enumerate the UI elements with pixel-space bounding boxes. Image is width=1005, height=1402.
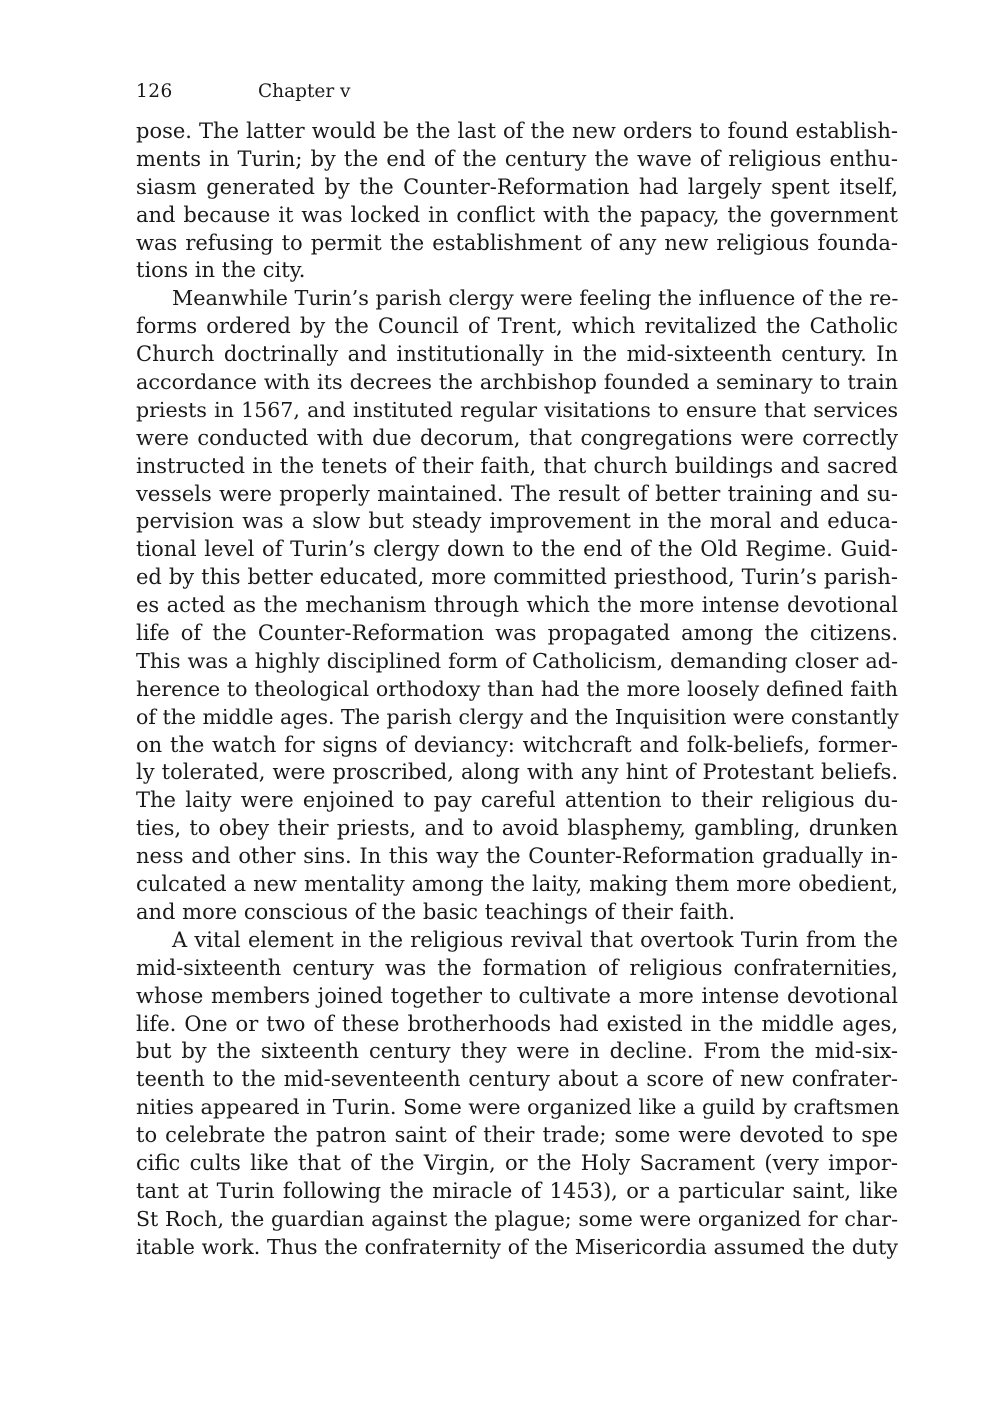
text-line: and more conscious of the basic teachings of their faith. xyxy=(136,899,736,924)
text-line: cific cults like that of the Virgin, or the Holy Sacrament (very impor- xyxy=(136,1150,898,1175)
text-line: es acted as the mechanism through which the more intense devotional xyxy=(136,593,898,618)
text-line: but by the sixteenth century they were in decline. From the mid-six- xyxy=(136,1039,898,1064)
text-line: was refusing to permit the establishment of any new religious founda- xyxy=(136,230,898,255)
text-line: siasm generated by the Counter-Reformation had largely spent itself, xyxy=(136,174,898,199)
book-page xyxy=(136,78,898,1262)
text-line: vessels were properly maintained. The result of better training and su- xyxy=(136,481,898,506)
text-line: The laity were enjoined to pay careful attention to their religious du- xyxy=(136,788,898,813)
text-line: life of the Counter-Reformation was propagated among the citizens. xyxy=(136,621,898,646)
text-line: ed by this better educated, more committed priesthood, Turin’s parish- xyxy=(136,565,898,590)
text-line: This was a highly disciplined form of Catholicism, demanding closer ad- xyxy=(136,648,898,673)
body-text xyxy=(136,118,898,1262)
text-line: nities appeared in Turin. Some were organized like a guild by craftsmen xyxy=(136,1095,900,1120)
text-line: ness and other sins. In this way the Counter-Reformation gradually in- xyxy=(136,844,898,869)
text-line: forms ordered by the Council of Trent, which revitalized the Catholic xyxy=(136,314,898,339)
text-line: tional level of Turin’s clergy down to the end of the Old Regime. Guid- xyxy=(136,537,898,562)
text-line: priests in 1567, and instituted regular visitations to ensure that services xyxy=(136,397,898,422)
text-line: accordance with its decrees the archbishop founded a seminary to train xyxy=(136,370,898,395)
text-line: were conducted with due decorum, that congregations were correctly xyxy=(136,425,898,450)
text-line: life. One or two of these brotherhoods had existed in the middle ages, xyxy=(136,1011,898,1036)
running-head xyxy=(136,78,898,106)
text-line: whose members joined together to cultivate a more intense devotional xyxy=(136,983,898,1008)
text-line: to celebrate the patron saint of their trade; some were devoted to spe xyxy=(136,1123,898,1148)
text-line: mid-sixteenth century was the formation of religious confraternities, xyxy=(136,955,898,980)
text-line: A vital element in the religious revival that overtook Turin from the xyxy=(172,927,898,952)
text-line: of the middle ages. The parish clergy and the Inquisition were constantly xyxy=(136,704,899,729)
text-line: itable work. Thus the confraternity of the Misericordia assumed the duty xyxy=(136,1234,898,1259)
text-line: Meanwhile Turin’s parish clergy were feeling the influence of the re- xyxy=(172,286,899,311)
text-line: instructed in the tenets of their faith, that church buildings and sacred xyxy=(136,453,898,478)
text-line: pose. The latter would be the last of the new orders to found establish- xyxy=(136,119,898,143)
text-line: teenth to the mid-seventeenth century about a score of new confrater- xyxy=(136,1067,898,1092)
text-line: culcated a new mentality among the laity, making them more obedient, xyxy=(136,872,898,897)
chapter-title: Chapter v xyxy=(258,81,351,102)
page-number: 126 xyxy=(136,81,173,102)
text-line: tions in the city. xyxy=(136,258,306,283)
text-line: tant at Turin following the miracle of 1453), or a particular saint, like xyxy=(136,1178,898,1203)
text-line: and because it was locked in conflict with the papacy, the government xyxy=(136,202,898,227)
text-line: St Roch, the guardian against the plague; some were organized for char- xyxy=(136,1206,898,1231)
text-line: ly tolerated, were proscribed, along with any hint of Protestant beliefs. xyxy=(136,760,898,785)
text-line: ties, to obey their priests, and to avoid blasphemy, gambling, drunken xyxy=(136,816,898,841)
text-line: herence to theological orthodoxy than had the more loosely defined faith xyxy=(136,676,898,701)
text-line: pervision was a slow but steady improvement in the moral and educa- xyxy=(136,509,898,534)
text-line: Church doctrinally and institutionally in the mid-sixteenth century. In xyxy=(136,342,898,367)
text-line: on the watch for signs of deviancy: witchcraft and folk-beliefs, former- xyxy=(136,732,898,757)
text-line: ments in Turin; by the end of the century the wave of religious enthu- xyxy=(136,146,898,171)
